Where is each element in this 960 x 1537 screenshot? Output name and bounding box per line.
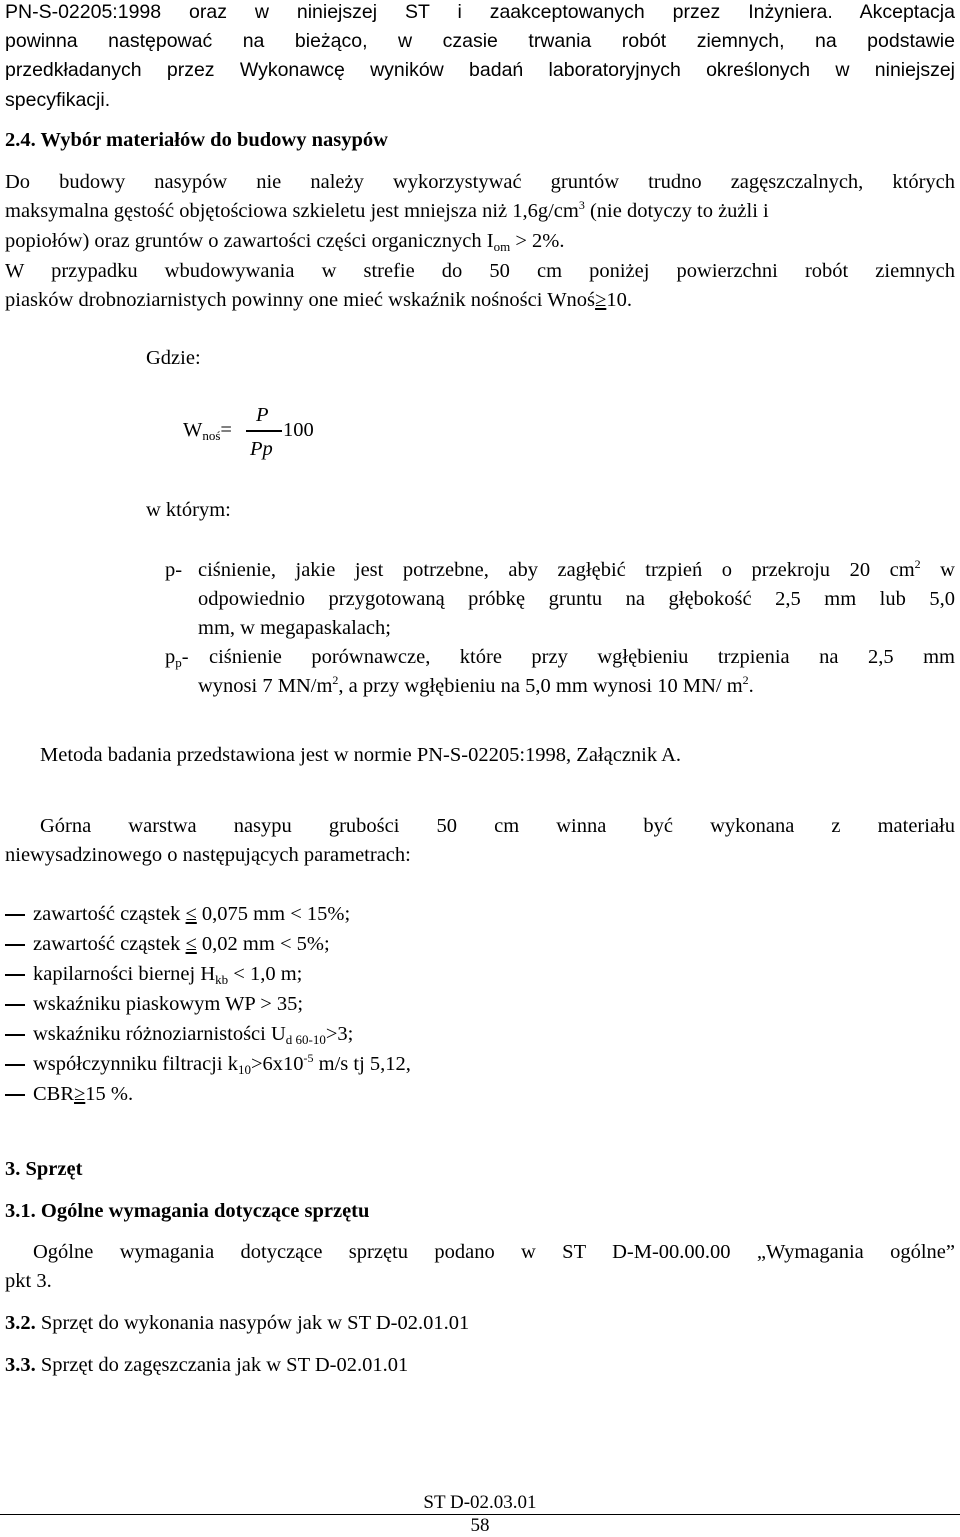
section-3-3: [5, 1353, 408, 1377]
section-3-1-heading: [5, 1199, 369, 1223]
subscript: om: [493, 239, 511, 254]
list-dash: [5, 1034, 25, 1036]
section-title: Ogólne wymagania dotyczące sprzętu: [40, 1200, 370, 1222]
text-segment: 0,075 mm < 15%;: [196, 903, 351, 925]
superscript: 2: [332, 673, 339, 687]
subscript: p: [175, 655, 182, 670]
text-segment: kapilarności biernej H: [33, 963, 216, 985]
formula-lhs: [183, 418, 232, 442]
param-item-4: [33, 992, 303, 1016]
text-segment: 10.: [606, 289, 632, 311]
text-segment: 0,02 mm < 5%;: [196, 933, 330, 955]
list-dash: [5, 1064, 25, 1066]
param-item-1: [33, 902, 350, 926]
paragraph-1-line-2: powinna następować na bieżąco, w czasie trwania robót ziemnych, na podstawie: [5, 30, 955, 52]
subscript: 10: [237, 1062, 251, 1077]
gdzie-label: Gdzie:: [146, 347, 201, 369]
paragraph-1-line-1: PN-S-02205:1998 oraz w niniejszej ST i zaakceptowanych przez Inżyniera. Akceptacja: [5, 1, 955, 23]
text-segment: piasków drobnoziarnistych powinny one mieć wskaźnik nośności Wnoś: [5, 289, 596, 311]
leq-symbol: ≤: [185, 903, 197, 925]
text-segment: CBR: [33, 1083, 75, 1105]
text-segment: < 1,0 m;: [228, 963, 303, 985]
list-dash: [5, 914, 25, 916]
param-item-2: [33, 932, 330, 956]
superscript: 2: [914, 557, 921, 571]
text-segment: współczynniku filtracji k: [33, 1053, 238, 1075]
formula-equals: =: [220, 419, 232, 441]
section-number: 2.4.: [5, 129, 36, 151]
footer-spec-code: ST D-02.03.01: [423, 1492, 537, 1513]
formula-w: W: [183, 419, 203, 441]
formula-denominator: Pp: [250, 438, 273, 460]
text-segment: , a przy wgłębieniu na 5,0 mm wynosi 10 MN/ m: [338, 675, 743, 697]
def-p-line-3: mm, w megapaskalach;: [198, 617, 391, 639]
formula-factor: 100: [283, 419, 314, 441]
def-pp-line-2: [198, 674, 754, 698]
text-segment: wynosi 7 MN/m: [198, 675, 333, 697]
text-segment: (nie dotyczy to żużli i: [584, 200, 769, 222]
section-2-4-p1-line-1: Do budowy nasypów nie należy wykorzystywać gruntów trudno zagęszczalnych, których: [5, 171, 955, 193]
text-segment: .: [748, 675, 754, 697]
superscript: 3: [578, 198, 585, 212]
list-dash: [5, 944, 25, 946]
leq-symbol: ≤: [185, 933, 197, 955]
paragraph-1-line-4: specyfikacji.: [5, 89, 111, 111]
section-3-1-line-1: Ogólne wymagania dotyczące sprzętu podano w ST D-M-00.00.00 „Wymagania ogólne”: [33, 1241, 955, 1263]
top-layer-line-2: niewysadzinowego o następujących parametrach:: [5, 844, 411, 866]
section-2-4-p1-line-3: [5, 229, 564, 253]
section-2-4-p2-line-2: [5, 288, 632, 312]
geq-symbol: ≥: [74, 1083, 86, 1105]
section-number: 3.2.: [5, 1312, 36, 1334]
def-pp-label: [165, 645, 189, 669]
method-line: Metoda badania przedstawiona jest w normie PN-S-02205:1998, Załącznik A.: [40, 744, 682, 766]
text-segment: maksymalna gęstość objętościowa szkieletu jest mniejsza niż 1,6g/cm: [5, 200, 579, 222]
text-segment: wskaźniku piaskowym WP > 35;: [33, 993, 304, 1015]
def-p-line-1: [198, 558, 955, 582]
section-number: 3.1.: [5, 1200, 36, 1222]
section-text: Sprzęt do zagęszczania jak w ST D-02.01.01: [40, 1354, 409, 1376]
section-number: 3.3.: [5, 1354, 36, 1376]
def-p-label: p-: [165, 559, 183, 581]
superscript: -5: [303, 1051, 314, 1065]
param-item-3: [33, 962, 302, 986]
text-segment: >3;: [325, 1023, 354, 1045]
text-segment: popiołów) oraz gruntów o zawartości części organicznych I: [5, 230, 494, 252]
text-segment: zawartość cząstek: [33, 933, 186, 955]
text-segment: ciśnienie, jakie jest potrzebne, aby zagłębić trzpień o przekroju 20 cm: [198, 559, 915, 581]
subscript: kb: [215, 972, 229, 987]
section-2-4-p1-line-2: [5, 199, 955, 223]
param-item-6: [33, 1052, 411, 1076]
section-2-4-p2-line-1: W przypadku wbudowywania w strefie do 50 cm poniżej powierzchni robót ziemnych: [5, 260, 955, 282]
paragraph-1-line-3: przedkładanych przez Wykonawcę wyników badań laboratoryjnych określonych w niniejszej: [5, 59, 955, 81]
section-text: Sprzęt do wykonania nasypów jak w ST D-02.01.01: [40, 1312, 470, 1334]
text-segment: >6x10: [250, 1053, 304, 1075]
list-dash: [5, 1094, 25, 1096]
text-segment: wskaźniku różnoziarnistości U: [33, 1023, 286, 1045]
def-p-line-2: odpowiednio przygotowaną próbkę gruntu na głębokość 2,5 mm lub 5,0: [198, 588, 955, 610]
w-ktorym-label: w którym:: [146, 499, 231, 521]
param-item-7: [33, 1082, 133, 1106]
superscript: 2: [742, 673, 749, 687]
param-item-5: [33, 1022, 353, 1046]
top-layer-line-1: Górna warstwa nasypu grubości 50 cm winna być wykonana z materiału: [40, 815, 955, 837]
formula-numerator: P: [256, 404, 269, 426]
fraction-bar: [246, 430, 282, 432]
def-pp-line-1: ciśnienie porównawcze, które przy wgłębieniu trzpienia na 2,5 mm: [209, 646, 955, 668]
section-3-heading: 3. Sprzęt: [5, 1158, 83, 1180]
list-dash: [5, 974, 25, 976]
section-title: Wybór materiałów do budowy nasypów: [40, 129, 388, 151]
section-3-2: [5, 1311, 469, 1335]
text-segment: p: [165, 646, 176, 668]
subscript: d 60-10: [285, 1032, 326, 1047]
section-3-1-line-2: pkt 3.: [5, 1270, 52, 1292]
text-segment: m/s tj 5,12,: [313, 1053, 411, 1075]
list-dash: [5, 1004, 25, 1006]
text-segment: 15 %.: [85, 1083, 134, 1105]
text-segment: w: [920, 559, 955, 581]
geq-symbol: ≥: [595, 289, 607, 311]
formula-w-subscript: noś: [202, 428, 221, 443]
section-2-4-heading: [5, 128, 388, 152]
text-segment: > 2%.: [510, 230, 565, 252]
text-segment: -: [181, 646, 189, 668]
text-segment: zawartość cząstek: [33, 903, 186, 925]
footer-page-number: 58: [470, 1515, 490, 1536]
